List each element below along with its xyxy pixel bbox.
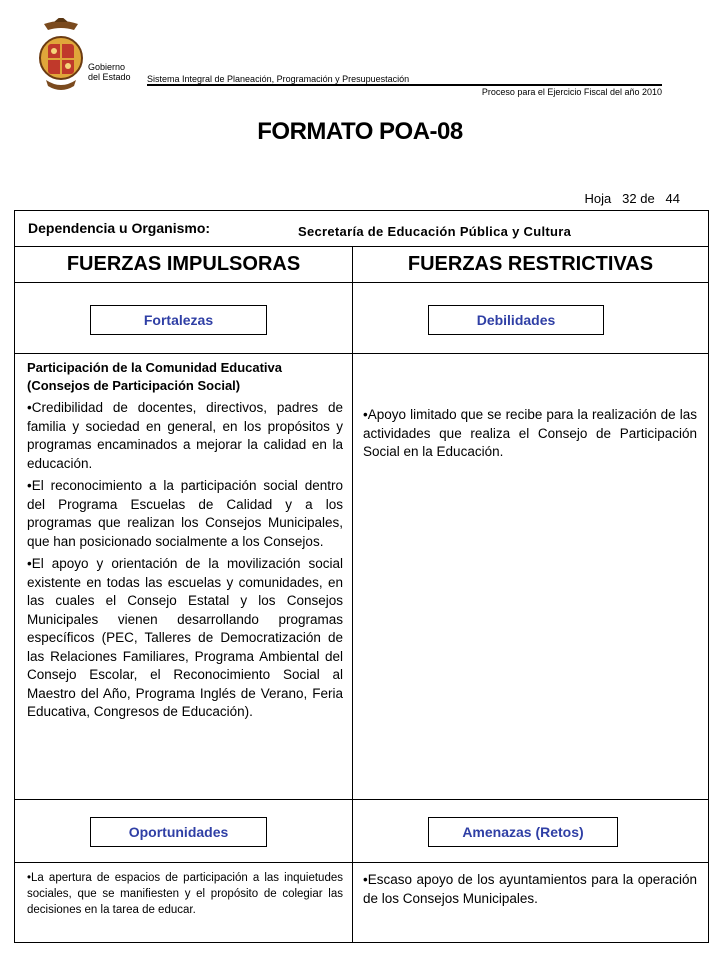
header-fuerzas-restrictivas: FUERZAS RESTRICTIVAS (407, 253, 654, 275)
debilidades-box: Debilidades (428, 305, 604, 335)
system-name: Sistema Integral de Planeación, Programación y Presupuestación (147, 74, 410, 84)
debilidad-item: •Apoyo limitado que se recibe para la realización de las actividades que realiza el Consejo de Participación Social en la Educación. (363, 407, 697, 459)
amenaza-item: •Escaso apoyo de los ayuntamientos para la operación de los Consejos Municipales. (363, 872, 697, 906)
debilidades-content (363, 406, 697, 466)
oportunidad-item: •La apertura de espacios de participación a las inquietudes sociales, que se manifiesten y el propósito de colegiar las decisiones en la tarea de educar. (27, 872, 343, 916)
divider (15, 353, 708, 354)
page-current: 32 (622, 191, 637, 206)
oportunidades-content (27, 870, 343, 922)
page-total: 44 (665, 191, 680, 206)
page-title: FORMATO POA-08 (257, 118, 463, 145)
dependencia-label: Dependencia u Organismo: (28, 220, 211, 236)
dependencia-value: Secretaría de Educación Pública y Cultura (298, 224, 572, 239)
divider (15, 282, 708, 283)
header-rule (147, 84, 662, 86)
foda-table (14, 210, 709, 943)
page-de: de (640, 191, 655, 206)
oportunidades-box: Oportunidades (90, 817, 267, 847)
page-label: Hoja (584, 191, 612, 206)
divider (15, 799, 708, 800)
fortalezas-subtitle: Participación de la Comunidad Educativa (Consejos de Participación Social) (27, 360, 283, 393)
process-label: Proceso para el Ejercicio Fiscal del año 2010 (481, 87, 662, 97)
fortalezas-content (27, 359, 343, 726)
fortaleza-item: •Credibilidad de docentes, directivos, padres de familia y sociedad en general, en los propósitos y programas encaminados a mejorar la calidad en la educación. (27, 400, 343, 471)
page-counter (585, 191, 680, 206)
state-seal-icon (36, 18, 86, 94)
amenazas-box: Amenazas (Retos) (428, 817, 618, 847)
divider (15, 862, 708, 863)
header-fuerzas-impulsoras: FUERZAS IMPULSORAS (66, 253, 301, 275)
fortaleza-item: •El reconocimiento a la participación social dentro del Programa Escuelas de Calidad y a los programas que realizan los Consejos Municipales, que han posicionado socialmente a los Consejos. (27, 478, 343, 549)
estado-label: del Estado (88, 72, 131, 82)
fortaleza-item: •El apoyo y orientación de la movilización social existente en todas las escuelas y comunidades, en las cuales el Consejo Estatal y los Consejos Municipales vienen desarrollando programas específicos (PEC, Talleres de Democratización de las Relaciones Familiares, Programa Ambiental del Consejo Escolar, el Reconocimiento Social al Maestro del Año, Programa Inglés de Verano, Feria Educativa, Congresos de Educación). (27, 556, 343, 719)
amenazas-content (363, 871, 697, 912)
column-divider (352, 246, 353, 942)
gobierno-label: Gobierno (88, 62, 126, 72)
fortalezas-box: Fortalezas (90, 305, 267, 335)
